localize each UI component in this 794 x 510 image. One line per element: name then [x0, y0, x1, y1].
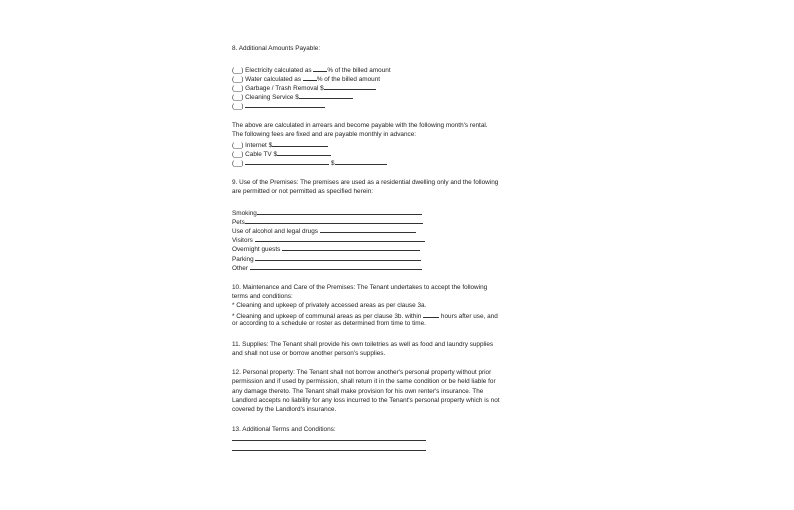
- water-line: (__) Water calculated as % of the billed amount: [232, 76, 381, 83]
- section-10-line-1: 10. Maintenance and Care of the Premises: The Tenant undertakes to accept the following: [232, 284, 488, 291]
- hours-field[interactable]: [423, 311, 439, 318]
- section-10-bullet-2-cont: or according to a schedule or roster as determined from time to time.: [232, 320, 426, 327]
- use-item-parking: Parking: [232, 254, 421, 264]
- section-9-line-1: 9. Use of the Premises: The premises are used as a residential dwelling only and the following: [232, 179, 499, 186]
- other-fee-checkbox[interactable]: (__): [232, 103, 244, 110]
- fixed-other-field[interactable]: [245, 158, 329, 165]
- water-checkbox[interactable]: (__): [232, 76, 244, 83]
- garbage-checkbox[interactable]: (__): [232, 85, 244, 92]
- fixed-other-amount-field[interactable]: [335, 158, 387, 165]
- cleaning-checkbox[interactable]: (__): [232, 94, 244, 101]
- cleaning-line: (__) Cleaning Service $: [232, 92, 353, 102]
- other-use-field[interactable]: [250, 263, 422, 270]
- use-item-overnight: Overnight guests: [232, 244, 420, 254]
- internet-amount-field[interactable]: [272, 140, 328, 147]
- other-fee-line: [232, 101, 325, 111]
- section-10-bullet-1: * Cleaning and upkeep of privately accessed areas as per clause 3a.: [232, 302, 427, 309]
- cable-checkbox[interactable]: (__): [232, 151, 244, 158]
- section-8-heading: 8. Additional Amounts Payable:: [232, 45, 321, 52]
- additional-terms-line-1: [232, 434, 426, 444]
- use-item-other: Other: [232, 263, 422, 273]
- internet-checkbox[interactable]: (__): [232, 142, 244, 149]
- smoking-field[interactable]: [257, 208, 422, 215]
- electricity-checkbox[interactable]: (__): [232, 67, 244, 74]
- additional-terms-field-1[interactable]: [232, 434, 426, 441]
- use-item-visitors: Visitors: [232, 235, 425, 245]
- section-12-line-4: Landlord accepts no liability for any loss incurred to the Tenant's personal property which is not: [232, 397, 500, 404]
- cleaning-amount-field[interactable]: [299, 92, 353, 99]
- electricity-percent-field[interactable]: [313, 65, 327, 72]
- section-11-line-1: 11. Supplies: The Tenant shall provide his own toiletries as well as food and laundry supplies: [232, 341, 494, 348]
- garbage-line: (__) Garbage / Trash Removal $: [232, 83, 376, 93]
- additional-terms-line-2: [232, 444, 426, 454]
- cable-amount-field[interactable]: [277, 149, 331, 156]
- cable-line: (__) Cable TV $: [232, 149, 331, 159]
- parking-field[interactable]: [255, 254, 421, 261]
- overnight-field[interactable]: [282, 244, 420, 251]
- section-13-heading: 13. Additional Terms and Conditions:: [232, 426, 336, 433]
- fixed-other-line: (__) $: [232, 158, 387, 168]
- alcohol-field[interactable]: [320, 226, 416, 233]
- section-12-line-5: covered by the Landlord's insurance.: [232, 406, 337, 413]
- visitors-field[interactable]: [255, 235, 425, 242]
- internet-line: (__) Internet $: [232, 140, 328, 150]
- section-10-line-2: terms and conditions:: [232, 293, 293, 300]
- section-12-line-1: 12. Personal property: The Tenant shall not borrow another's personal property without prior: [232, 369, 492, 376]
- electricity-line: (__) Electricity calculated as % of the billed amount: [232, 67, 391, 74]
- fixed-other-checkbox[interactable]: (__): [232, 160, 244, 167]
- arrears-text-2: The following fees are fixed and are payable monthly in advance:: [232, 131, 417, 138]
- pets-field[interactable]: [245, 217, 423, 224]
- section-12-line-3: any damage thereto. The Tenant shall make provision for his own renter's insurance. The: [232, 388, 484, 395]
- additional-terms-field-2[interactable]: [232, 444, 426, 451]
- arrears-text-1: The above are calculated in arrears and become payable with the following month's rental.: [232, 122, 488, 129]
- section-11-line-2: and shall not use or borrow another person's supplies.: [232, 350, 386, 357]
- section-12-line-2: permission and if used by permission, shall return it in the same condition or be held liable for: [232, 378, 496, 385]
- use-item-alcohol: Use of alcohol and legal drugs: [232, 226, 416, 236]
- use-item-pets: Pets: [232, 217, 423, 227]
- garbage-amount-field[interactable]: [324, 83, 376, 90]
- water-percent-field[interactable]: [303, 74, 317, 81]
- use-item-smoking: Smoking: [232, 208, 422, 218]
- section-9-line-2: are permitted or not permitted as specified herein:: [232, 188, 374, 195]
- other-fee-field[interactable]: [245, 101, 325, 108]
- section-10-bullet-2: * Cleaning and upkeep of communal areas as per clause 3b. within hours after use, and: [232, 313, 498, 320]
